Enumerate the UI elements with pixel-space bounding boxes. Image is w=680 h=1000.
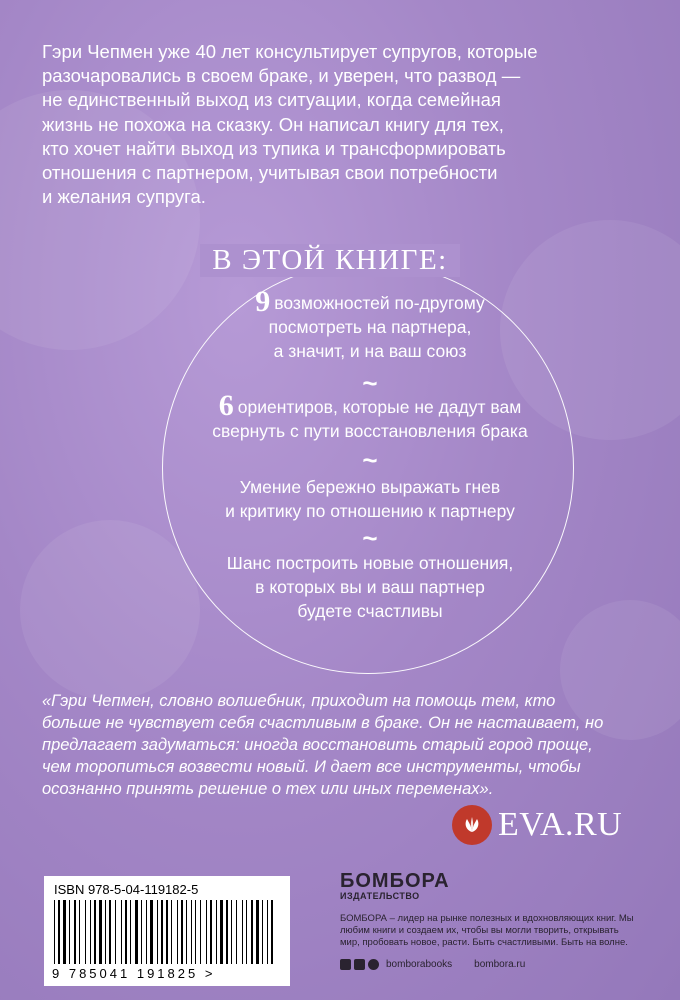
intro-line: не единственный выход из ситуации, когда семейная [42, 89, 501, 111]
facebook-icon[interactable] [340, 959, 351, 970]
item-line: ориентиров, которые не дадут вам [237, 397, 522, 417]
publisher-block [340, 870, 640, 970]
barcode [44, 876, 290, 986]
social-handle[interactable]: bomborabooks [386, 959, 453, 970]
item-line: Умение бережно выражать гнев [239, 477, 501, 497]
eva-text: EVA.RU [498, 806, 623, 843]
list-item [160, 389, 580, 443]
item-line: свернуть с пути восстановления брака [212, 421, 528, 441]
quote-line: осознанно принять решение о тех или иных переменах». [42, 780, 494, 798]
item-line: возможностей по-другому [274, 293, 485, 313]
list-item [160, 551, 580, 623]
isbn-text: ISBN 978-5-04-119182-5 [54, 882, 199, 897]
tilde-separator: ~ [362, 445, 378, 475]
item-number: 9 [255, 285, 271, 318]
list-item [160, 285, 580, 363]
list-item [160, 475, 580, 523]
instagram-icon[interactable] [368, 959, 379, 970]
intro-line: жизнь не похожа на сказку. Он написал книгу для тех, [42, 113, 504, 135]
quote-line: чем торопиться возвести новый. И дает все инструменты, чтобы [42, 758, 581, 776]
publisher-description: БОМБОРА – лидер на рынке полезных и вдохновляющих книг. Мы любим книги и создаем их, чтобы вы могли творить, открывать мир, пробовать новое, расти. Быть счастливыми. Быть на волне. [340, 913, 634, 948]
review-quote [42, 690, 638, 800]
item-line: в которых вы и ваш партнер [255, 577, 485, 597]
quote-line: больше не чувствует себя счастливым в браке. Он не настаивает, но [42, 714, 604, 732]
eva-logo-block [452, 805, 622, 845]
publisher-name: БОМБОРА [340, 870, 450, 892]
publisher-site-link[interactable]: bombora.ru [474, 959, 526, 970]
eva-leaf-icon [452, 805, 492, 845]
barcode-digits: 9 785041 191825 > [52, 966, 216, 981]
intro-line: кто хочет найти выход из тупика и трансформировать [42, 137, 506, 159]
intro-line: отношения с партнером, учитывая свои потребности [42, 162, 498, 184]
tilde-separator: ~ [362, 523, 378, 553]
intro-line: и желания супруга. [42, 186, 206, 208]
item-line: посмотреть на партнера, [268, 317, 472, 337]
intro-line: Гэри Чепмен уже 40 лет консультирует супругов, которые [42, 41, 538, 62]
barcode-bars [52, 900, 282, 964]
intro-paragraph [42, 40, 638, 209]
publisher-socials [340, 959, 640, 970]
item-line: будете счастливы [297, 601, 443, 621]
vk-icon[interactable] [354, 959, 365, 970]
item-line: Шанс построить новые отношения, [226, 553, 514, 573]
item-line: а значит, и на ваш союз [273, 341, 467, 361]
tilde-separator: ~ [362, 368, 378, 398]
quote-line: предлагает задуматься: иногда восстановить старый город проще, [42, 736, 593, 754]
quote-line: «Гэри Чепмен, словно волшебник, приходит на помощь тем, кто [42, 692, 556, 710]
item-line: и критику по отношению к партнеру [225, 501, 515, 521]
item-number: 6 [218, 389, 234, 422]
section-title: В ЭТОЙ КНИГЕ: [200, 244, 460, 277]
intro-line: разочаровались в своем браке, и уверен, что развод — [42, 65, 521, 87]
publisher-subtitle: ИЗДАТЕЛЬСТВО [340, 891, 420, 901]
